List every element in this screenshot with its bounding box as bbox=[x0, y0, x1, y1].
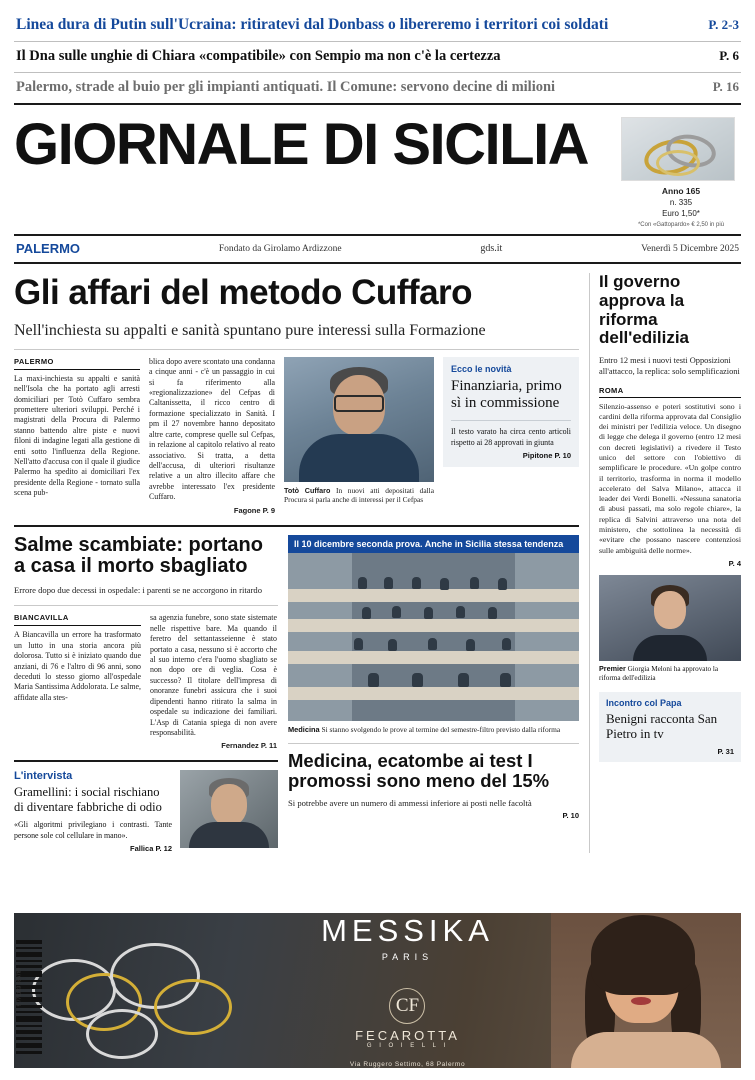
lead-headline[interactable]: Gli affari del metodo Cuffaro bbox=[14, 273, 473, 313]
strapline-3-page: P. 16 bbox=[712, 79, 739, 94]
finanziaria-box[interactable] bbox=[443, 357, 579, 468]
papa-box[interactable] bbox=[599, 692, 741, 762]
finanziaria-byline: Pipitone P. 10 bbox=[522, 451, 571, 461]
salme-text-2: sa agenzia funebre, sono state sistemate nelle rispettive bare. Ma quando il feretro del settantasseienne è stato portato a casa, nessuno si è accorto che al suo interno c'era l'uomo sbagliato se non dopo ore di veglia. Cosa è successo? Il titolare dell'impresa di onoranze funebri assicura che i suoi dipendenti hanno ritirato la salma in ospedale su indicazione dei familiari. L'Asp di Catania spiega di non avere responsabilità. bbox=[150, 613, 277, 737]
rail-photo-caption bbox=[599, 664, 741, 684]
salme-title[interactable]: Salme scambiate: portano a casa il morto sbagliato bbox=[14, 533, 263, 578]
lead-subhead: Nell'inchiesta su appalti e sanità spuntano pure interessi sulla Formazione bbox=[14, 321, 486, 339]
medicina-story bbox=[288, 535, 579, 854]
rail-photo-caption-text: Giorgia Meloni ha approvato la riforma dell'edilizia bbox=[599, 664, 719, 683]
gramellini-portrait bbox=[180, 770, 278, 848]
rail-title[interactable]: Il governo approva la riforma dell'edilizia bbox=[599, 272, 690, 348]
strapline-2-text: Il Dna sulle unghie di Chiara «compatibile» con Sempio ma non c'è la certezza bbox=[16, 48, 501, 64]
divider-4 bbox=[14, 760, 278, 762]
barcode bbox=[16, 940, 42, 1058]
retailer-subtitle: G I O I E L L I bbox=[366, 1043, 449, 1049]
medicina-page: P. 10 bbox=[562, 811, 579, 820]
medicina-caption bbox=[288, 725, 579, 734]
salme-text-1: A Biancavilla un errore ha trasformato un lutto in una storia ancora più dolorosa. Tutto si è iniziato quando due anziani, di 76 e l'altro di 96 anni, sono deceduti lo stesso giorno all'ospedale Maria Santissima Addolorata. Le salme, affidate alla stes- bbox=[14, 630, 141, 702]
interview-label: L'intervista bbox=[14, 770, 73, 783]
strapline-1[interactable] bbox=[14, 10, 741, 42]
website-link[interactable]: gds.it bbox=[480, 243, 503, 255]
masthead-promo[interactable] bbox=[621, 117, 741, 230]
issue-year: Anno 165 bbox=[661, 186, 701, 196]
issue-price-note: *Con «Gattopardo» € 2,50 in più bbox=[637, 222, 725, 229]
edition-city: PALERMO bbox=[16, 241, 81, 257]
toto-cuffaro-photo bbox=[284, 357, 434, 482]
issue-date: Venerdì 5 Dicembre 2025 bbox=[641, 243, 739, 254]
strapline-2[interactable] bbox=[14, 42, 741, 73]
lead-text-2: blica dopo avere scontato una condanna a cinque anni - c'è un passaggio in cui si fa riferimento alla «regionalizzazione» del Cefpas di Caltanissetta, il ricco centro di formazione specializzato in Sanità. I pm il 27 novembre hanno depositato altre carte, comprese quelle sul Cefpas, in relazione al capitolo relativo al reato associativo. Si tratta, a detta dell'accusa, di ulteriori risultanze relative a un altro illecito affare che avrebbe interessato l'ex presidente Cuffaro. bbox=[149, 356, 275, 502]
ad-retailer-logo bbox=[355, 988, 460, 1049]
salme-deck: Errore dopo due decessi in ospedale: i parenti se ne accorgono in ritardo bbox=[14, 584, 263, 595]
salme-story bbox=[14, 535, 278, 854]
ad-brand: MESSIKA bbox=[321, 913, 494, 948]
lead-sidebox-col bbox=[443, 357, 579, 516]
lead-photo-col bbox=[284, 357, 434, 516]
exam-hall-photo bbox=[288, 553, 579, 721]
left-column bbox=[14, 273, 579, 853]
strapline-2-page: P. 6 bbox=[719, 48, 739, 63]
rail-kicker: ROMA bbox=[599, 386, 741, 398]
newspaper-logo: GIORNALE DI SICILIA bbox=[14, 112, 589, 177]
lead-col-1 bbox=[14, 357, 140, 516]
interview-title: Gramellini: i social rischiano di diventare fabbriche di odio bbox=[14, 785, 162, 814]
advertisement[interactable] bbox=[14, 913, 741, 1068]
salme-body bbox=[14, 613, 278, 751]
diamond-rings-photo bbox=[14, 913, 264, 1068]
strapline-1-text: Linea dura di Putin sull'Ucraina: ritiratevi dal Donbass o libereremo i territori coi soldati bbox=[16, 16, 609, 33]
divider-3 bbox=[14, 605, 278, 606]
ad-brand-sub: PARIS bbox=[381, 952, 434, 962]
medicina-stripe: Il 10 dicembre seconda prova. Anche in Sicilia stessa tendenza bbox=[288, 535, 579, 553]
issue-price: Euro 1,50* bbox=[662, 208, 700, 218]
ad-brand-block bbox=[264, 913, 551, 1068]
lead-body bbox=[14, 357, 579, 516]
salme-col-2 bbox=[150, 613, 277, 751]
salme-kicker: BIANCAVILLA bbox=[14, 613, 141, 626]
finanziaria-body: Il testo varato ha circa cento articoli rispetto ai 28 approvati in giunta bbox=[451, 420, 571, 448]
main-content bbox=[14, 264, 741, 853]
divider-5 bbox=[288, 743, 579, 744]
issue-number: n. 335 bbox=[669, 197, 693, 207]
model-portrait-photo bbox=[551, 913, 741, 1068]
founder-note: Fondato da Girolamo Ardizzone bbox=[218, 243, 342, 254]
jewelry-rings-photo bbox=[621, 117, 735, 181]
giorgia-meloni-photo bbox=[599, 575, 741, 661]
lead-photo-caption-text: In nuovi atti depositati dalla Procura si parla anche di interessi per il Cefpas bbox=[284, 485, 434, 505]
masthead-info-bar bbox=[14, 236, 741, 264]
lead-text-1: La maxi-inchiesta su appalti e sanità nell'Isola che ha portato agli arresti domiciliari per Totò Cuffaro sembra promettere ulteriori sviluppi. Perché i magistrati della Procura di Palermo stanno battendo altre piste e nuovi filoni di indagine legati alla gestione di enti sotto l'influenza della Regione. Nell'atto d'accusa con il quale il giudice Palermo ha spedito ai domiciliari l'ex presidente della Regione - tornato sulla scena pub- bbox=[14, 373, 140, 498]
retailer-monogram: CF bbox=[389, 988, 425, 1024]
medicina-title[interactable]: Medicina, ecatombe ai test I promossi sono meno del 15% bbox=[288, 749, 550, 792]
lead-kicker: PALERMO bbox=[14, 357, 140, 370]
medicina-caption-lead: Medicina bbox=[288, 724, 320, 734]
interview-text bbox=[14, 770, 172, 853]
strapline-3[interactable] bbox=[14, 73, 741, 103]
ad-address: Via Ruggero Settimo, 68 Palermo bbox=[349, 1061, 466, 1068]
salme-byline: Fernandez P. 11 bbox=[221, 741, 277, 751]
interview-block[interactable] bbox=[14, 770, 278, 853]
strapline-3-text: Palermo, strade al buio per gli impianti antiquati. Il Comune: servono decine di milioni bbox=[16, 79, 556, 95]
medicina-deck: Si potrebbe avere un numero di ammessi inferiore ai posti nelle facoltà bbox=[288, 798, 532, 808]
right-rail bbox=[589, 273, 741, 853]
divider bbox=[14, 349, 579, 350]
finanziaria-title: Finanziaria, primo sì in commissione bbox=[451, 377, 562, 412]
lead-photo-caption bbox=[284, 486, 434, 505]
medicina-caption-text: Si stanno svolgendo le prove al termine del semestre-filtro previsto dalla riforma bbox=[321, 724, 561, 734]
masthead-issue-info bbox=[621, 186, 741, 230]
finanziaria-kicker: Ecco le novità bbox=[451, 363, 512, 374]
rail-deck: Entro 12 mesi i nuovi testi Opposizioni all'attacco, la replica: solo semplificazioni bbox=[599, 355, 740, 377]
interview-quote: «Gli algoritmi privilegiano i contrasti. Tante persone sole col cellulare in mano». bbox=[14, 820, 172, 840]
rail-body: Silenzio-assenso e poteri sostitutivi sono i cardini della riforma approvata dal Consiglio dei ministri per l'edilizia veloce. Un disegno di legge che delega il governo (entro 12 mesi con decreti legislativi) a rivedere il Testo unico del settore con l'obiettivo di semplificare le procedure. «Un golpe contro il territorio, trasforma in norma il modello accelerato del Salva Milano», attacca il leader dei Verdi Bonelli. «Nessuna sanatoria di abusi passati, ma solo regole chiare», la replica di Salvini attraverso una nota del ministero, che sottolinea la necessità di «evitare che possano nascere contenziosi sulle ambiguità delle norme». bbox=[599, 401, 741, 555]
lead-col-2 bbox=[149, 357, 275, 516]
papa-page: P. 31 bbox=[717, 746, 734, 756]
lead-byline: Fagone P. 9 bbox=[233, 505, 275, 515]
divider-2 bbox=[14, 525, 579, 527]
papa-kicker: Incontro col Papa bbox=[606, 697, 682, 708]
interview-byline: Fallica P. 12 bbox=[130, 844, 172, 854]
secondary-row bbox=[14, 535, 579, 854]
retailer-name: FECAROTTA bbox=[355, 1028, 460, 1043]
strapline-block bbox=[14, 0, 741, 105]
barcode-number: 9 771123 456789 bbox=[16, 967, 23, 1007]
salme-col-1 bbox=[14, 613, 141, 751]
rail-byline: P. 4 bbox=[728, 558, 741, 568]
masthead bbox=[14, 105, 741, 230]
papa-title: Benigni racconta San Pietro in tv bbox=[606, 710, 718, 741]
strapline-1-page: P. 2-3 bbox=[708, 17, 739, 32]
rail-photo-caption-name: Premier bbox=[599, 663, 626, 673]
lead-photo-caption-name: Totò Cuffaro bbox=[284, 485, 331, 495]
